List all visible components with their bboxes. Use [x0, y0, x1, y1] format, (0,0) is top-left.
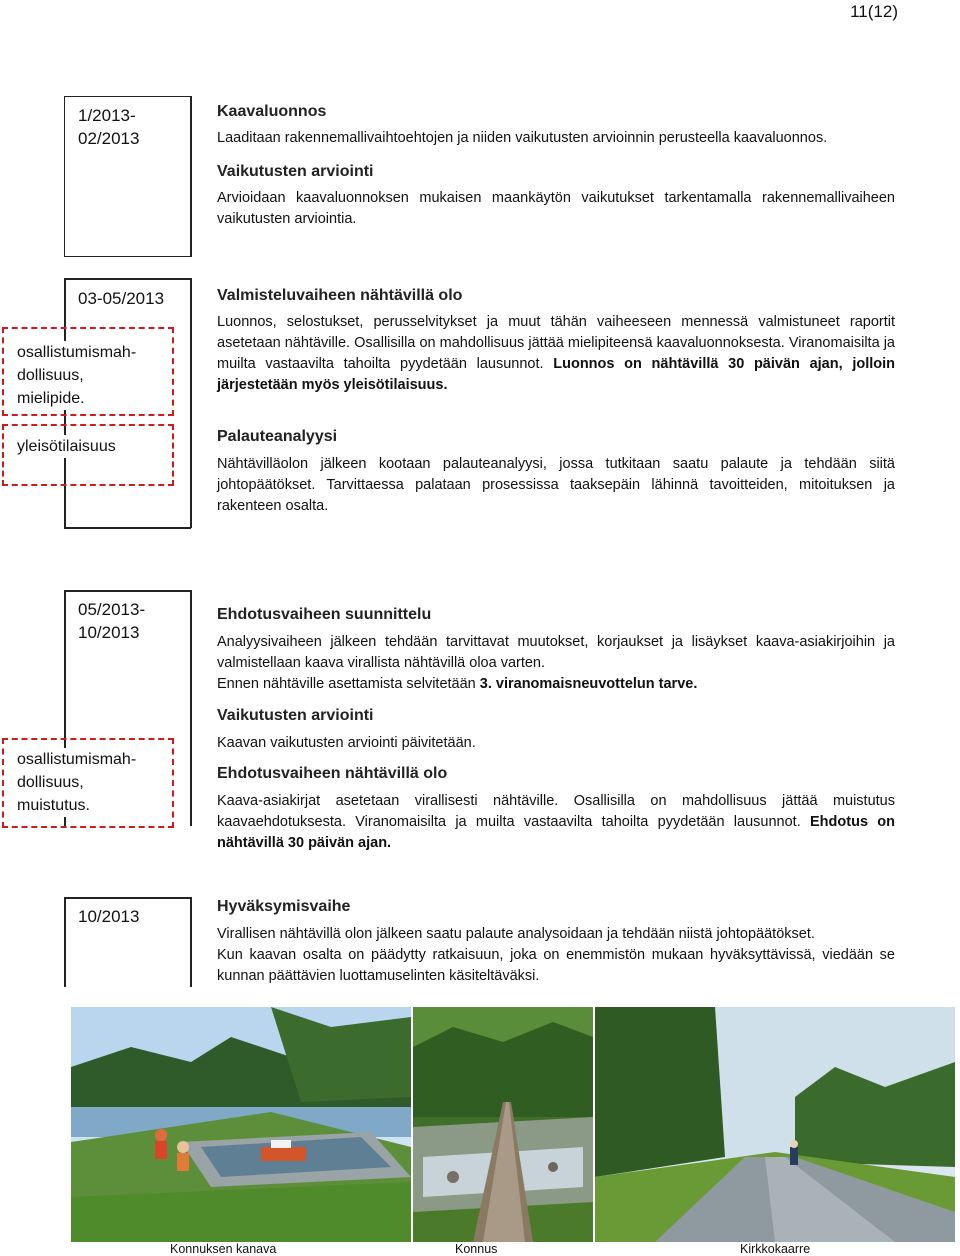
text-kaavaluonnos: Laaditaan rakennemallivaihtoehtojen ja niiden vaikutusten arvioinnin perusteella kaavaluonnos. — [217, 130, 828, 146]
photo-konnus — [413, 1007, 593, 1242]
text-hyvaksymisvaihe-2: Kun kaavan osalta on päädytty ratkaisuun, joka on enemmistön mukaan hyväksyttävissä, viedään se kunnan päättävien luottamuselinten käsiteltäväksi. — [217, 947, 895, 984]
date-box-3-right — [190, 590, 192, 826]
heading-vaikutusten-arviointi-1: Vaikutusten arviointi — [217, 163, 374, 180]
date-box-4-left — [64, 897, 66, 987]
date-box-1-right-edge — [190, 96, 192, 257]
date-label-1: 1/2013- 02/2013 — [78, 106, 140, 148]
heading-kaavaluonnos: Kaavaluonnos — [217, 103, 327, 120]
text-ehdotusvaiheen-nahtavilla-plain: Kaava-asiakirjat asetetaan virallisesti nähtäville. Osallisilla on mahdollisuus jättää muistutus kaavaehdotuksesta. Viranomaisilta ja muilta vastaavilta tahoilta pyydetään lausunnot. — [217, 793, 895, 830]
text-ehdotusvaiheen-nahtavilla-bold: Ehdotus on nähtävillä 30 päivän ajan. — [217, 814, 895, 851]
heading-ehdotusvaiheen-nahtavilla: Ehdotusvaiheen nähtävillä olo — [217, 765, 448, 782]
date-label-2: 03-05/2013 — [78, 289, 165, 308]
text-vaikutusten-arviointi-2: Kaavan vaikutusten arviointi päivitetään. — [217, 735, 476, 751]
text-viranomaisneuvottelu-plain: Ennen nähtäville asettamista selvitetään — [217, 676, 480, 692]
text-viranomaisneuvottelu-bold: 3. viranomaisneuvottelun tarve. — [479, 676, 698, 692]
text-valmisteluvaihe-bold: Luonnos on nähtävillä 30 päivän ajan, jolloin järjestetään myös yleisötilaisuus. — [217, 356, 896, 393]
participation-text-muistutus: osallistumismah- dollisuus, muistutus. — [17, 748, 136, 817]
date-box-2-right — [190, 278, 192, 528]
text-valmisteluvaihe-plain: Luonnos, selostukset, perusselvitykset ja muut tähän vaiheeseen mennessä valmistuneet raportit asetetaan nähtäville. Osallisilla on mahdollisuus jättää mielipiteensä kaavaluonnoksesta. Viranomaisilta ja muilta vastaavilta tahoilta pyydetään lausunnot. — [217, 314, 895, 372]
heading-ehdotusvaiheen-suunnittelu: Ehdotusvaiheen suunnittelu — [217, 606, 432, 623]
date-label-4: 10/2013 — [78, 907, 140, 926]
text-hyvaksymisvaihe-1: Virallisen nähtävillä olon jälkeen saatu palaute analysoidaan ja tehdään niistä johtopäätökset. — [217, 926, 815, 942]
date-box-4-top — [64, 897, 191, 899]
participation-text-yleisotilaisuus: yleisötilaisuus — [17, 435, 116, 458]
participation-text-mielipide: osallistumismah- dollisuus, mielipide. — [17, 341, 136, 410]
date-label-3: 05/2013- 10/2013 — [78, 600, 146, 642]
heading-valmisteluvaihe: Valmisteluvaiheen nähtävillä olo — [217, 287, 463, 304]
heading-palauteanalyysi: Palauteanalyysi — [217, 428, 338, 445]
page-number: 11(12) — [850, 2, 898, 21]
caption-kirkkokaarre: Kirkkokaarre — [740, 1242, 811, 1256]
text-ehdotusvaiheen-suunnittelu: Analyysivaiheen jälkeen tehdään tarvittavat muutokset, korjaukset ja lisäykset kaava-asiakirjoihin ja valmistellaan kaava virallista nähtävillä oloa varten. — [217, 634, 895, 671]
text-valmisteluvaihe — [217, 312, 895, 396]
date-box-4-right — [190, 897, 192, 987]
date-box-2-bottom — [64, 527, 191, 529]
text-viranomaisneuvottelu — [217, 674, 895, 695]
caption-konnus: Konnus — [455, 1242, 498, 1256]
text-vaikutusten-arviointi-1: Arvioidaan kaavaluonnoksen mukaisen maankäytön vaikutukset tarkentamalla rakennemallivaiheen vaikutusten arviointia. — [217, 190, 895, 227]
heading-vaikutusten-arviointi-2: Vaikutusten arviointi — [217, 707, 374, 724]
text-palauteanalyysi: Nähtävilläolon jälkeen kootaan palauteanalyysi, jossa tutkitaan saatu palaute ja tehdään siitä johtopäätökset. Tarvittaessa palataan prosessissa taaksepäin lähinnä tavoitteiden, mitoituksen ja rakenteen osalta. — [217, 456, 895, 514]
heading-hyvaksymisvaihe: Hyväksymisvaihe — [217, 898, 351, 915]
photo-kirkkokaarre — [595, 1007, 955, 1242]
caption-konnuksen-kanava: Konnuksen kanava — [170, 1242, 277, 1256]
photo-konnuksen-kanava — [71, 1007, 411, 1242]
date-box-3-top — [64, 590, 191, 592]
text-ehdotusvaiheen-nahtavilla — [217, 791, 895, 854]
date-box-2-top — [64, 278, 191, 280]
